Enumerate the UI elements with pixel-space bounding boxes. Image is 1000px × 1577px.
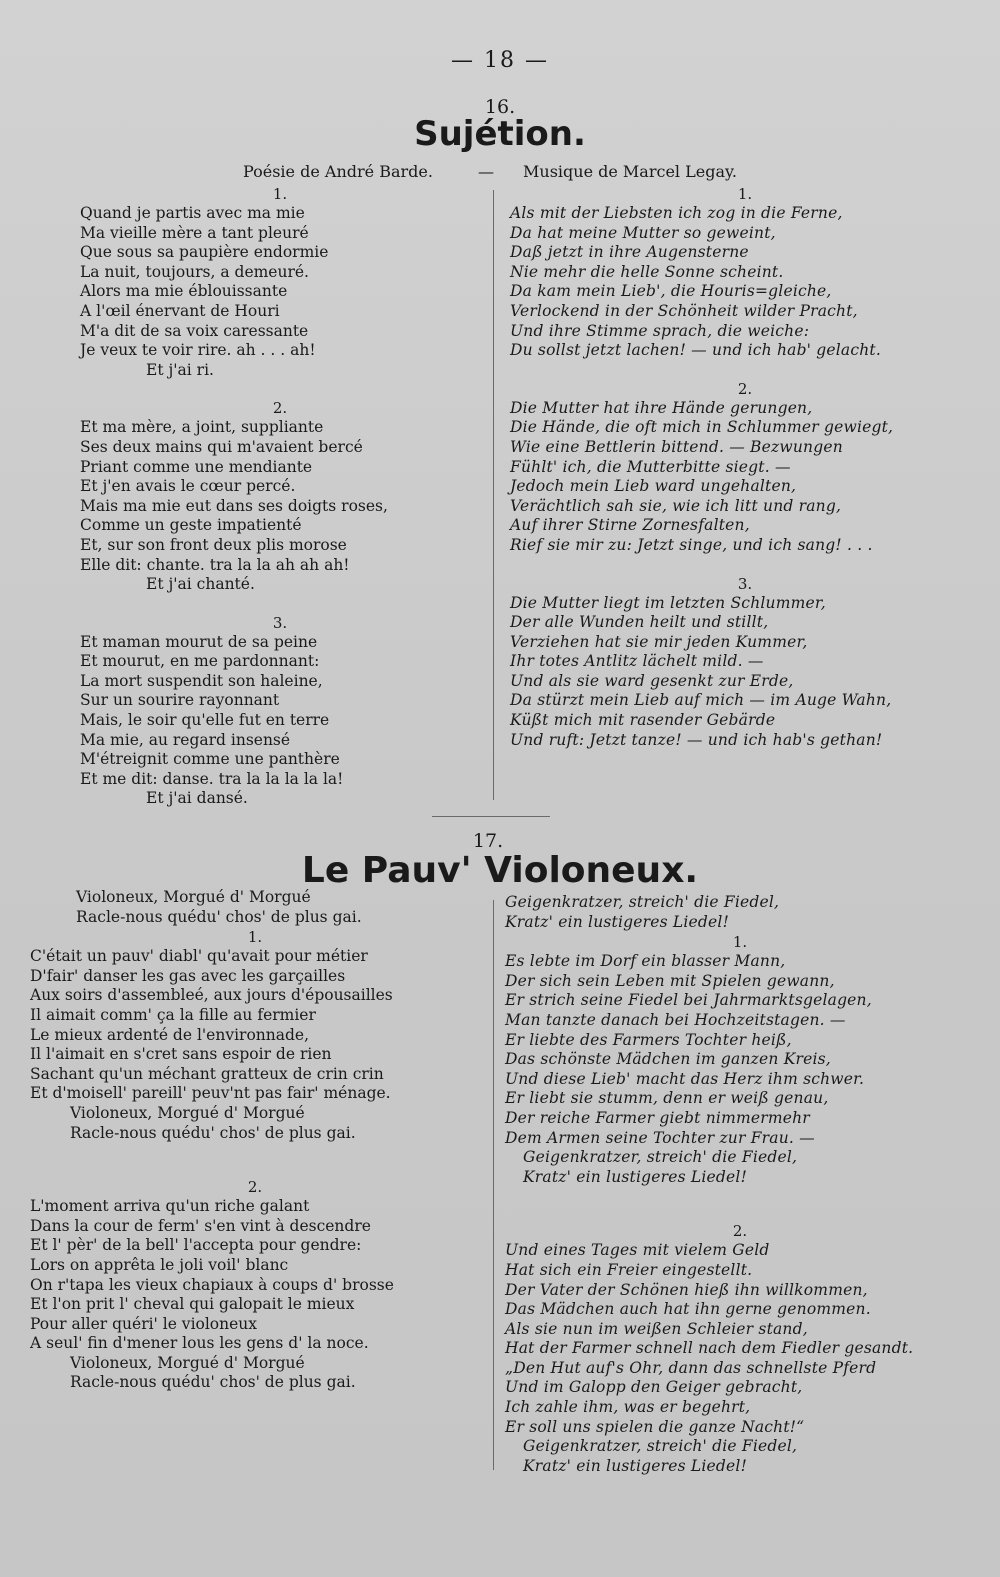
refrain-line: Racle-nous quédu' chos' de plus gai. <box>70 1123 356 1142</box>
verse-line: Und ruft: Jetzt tanze! — und ich hab's gethan! <box>510 730 883 749</box>
stanza <box>80 398 480 594</box>
stanza-number: 1. <box>247 928 263 947</box>
stanza-gap <box>510 361 980 379</box>
song-16-title: Sujétion. <box>414 114 586 154</box>
verse-line: Der sich sein Leben mit Spielen gewann, <box>505 971 835 990</box>
verse-line: Ses deux mains qui m'avaient bercé <box>80 437 363 456</box>
verse-line: Hat sich ein Freier eingestellt. <box>505 1260 753 1279</box>
verse-line: Der alle Wunden heilt und stillt, <box>510 613 769 632</box>
stanza-number: 2. <box>247 1178 263 1197</box>
stanza <box>30 1177 480 1393</box>
verse-line: Das Mädchen auch hat ihn gerne genommen. <box>505 1300 871 1319</box>
verse-line: Verächtlich sah sie, wie ich litt und rang, <box>510 496 842 515</box>
verse-line: Wie eine Bettlerin bittend. — Bezwungen <box>510 437 843 456</box>
verse-line: Aux soirs d'assembleé, aux jours d'épousailles <box>30 986 393 1005</box>
verse-line: Jedoch mein Lieb ward ungehalten, <box>510 477 797 496</box>
verse-line: Dans la cour de ferm' s'en vint à descendre <box>30 1216 371 1235</box>
verse-line: Der Vater der Schönen hieß ihn willkommen, <box>505 1280 868 1299</box>
stanza <box>510 574 980 751</box>
verse-line: Rief sie mir zu: Jetzt singe, und ich sang! . . . <box>510 535 873 554</box>
verse-line: Dem Armen seine Tochter zur Frau. — <box>505 1128 815 1147</box>
refrain-line: Geigenkratzer, streich' die Fiedel, <box>523 1148 798 1167</box>
verse-line: Mais ma mie eut dans ses doigts roses, <box>80 496 388 515</box>
stanza-gap <box>80 380 480 398</box>
verse-line: Als mit der Liebsten ich zog in die Ferne, <box>510 204 843 222</box>
stanza-number: 1. <box>737 185 753 203</box>
verse-line: On r'tapa les vieux chapiaux à coups d' brosse <box>30 1275 394 1294</box>
verse-line: Quand je partis avec ma mie <box>80 204 305 222</box>
verse-line: Du sollst jetzt lachen! — und ich hab' gelacht. <box>510 341 881 360</box>
verse-line: Er liebt sie stumm, denn er weiß genau, <box>505 1089 829 1108</box>
lyricist-credit: Poésie de André Barde. <box>243 162 433 181</box>
verse-line: Ma mie, au regard insensé <box>80 730 291 749</box>
song-17-german-column <box>505 893 975 1476</box>
verse-line: Elle dit: chante. tra la la ah ah ah! <box>80 555 350 574</box>
song-16-german-column <box>510 184 980 750</box>
verse-line: Und im Galopp den Geiger gebracht, <box>505 1378 803 1397</box>
verse-line: „Den Hut auf's Ohr, dann das schnellste Pferd <box>505 1358 877 1377</box>
stanza-gap <box>510 556 980 574</box>
refrain-line: Et j'ai dansé. <box>146 789 248 808</box>
verse-line: Alors ma mie éblouissante <box>80 282 288 301</box>
intro-line: Kratz' ein lustigeres Liedel! <box>505 912 729 931</box>
verse-line: Sur un sourire rayonnant <box>80 691 280 710</box>
verse-line: Küßt mich mit rasender Gebärde <box>510 711 776 730</box>
verse-line: Et me dit: danse. tra la la la la la! <box>80 769 344 788</box>
credit-separator: — <box>478 162 494 181</box>
verse-line: Der reiche Farmer giebt nimmermehr <box>505 1108 810 1127</box>
verse-line: Das schönste Mädchen im ganzen Kreis, <box>505 1050 831 1069</box>
verse-line: Fühlt' ich, die Mutterbitte siegt. — <box>510 457 791 476</box>
stanza-number: 1. <box>272 185 288 203</box>
verse-line: A l'œil énervant de Houri <box>80 301 280 320</box>
verse-line: Da hat meine Mutter so geweint, <box>510 223 776 242</box>
page-number: — 18 — <box>451 48 549 73</box>
verse-line: Je veux te voir rire. ah . . . ah! <box>80 341 316 360</box>
refrain-line: Et j'ai ri. <box>146 360 214 379</box>
verse-line: M'a dit de sa voix caressante <box>80 321 309 340</box>
verse-line: La mort suspendit son haleine, <box>80 671 323 690</box>
column-divider <box>493 190 494 800</box>
song-16-french-column <box>80 184 480 809</box>
verse-line: Und ihre Stimme sprach, die weiche: <box>510 321 810 340</box>
verse-line: Le mieux ardenté de l'environnade, <box>30 1025 310 1044</box>
stanza-number: 1. <box>732 933 748 952</box>
verse-line: Et l'on prit l' cheval qui galopait le mieux <box>30 1295 355 1314</box>
stanza <box>80 184 480 380</box>
verse-line: C'était un pauv' diabl' qu'avait pour métier <box>30 947 368 966</box>
verse-line: Daß jetzt in ihre Augensterne <box>510 243 749 262</box>
refrain-line: Kratz' ein lustigeres Liedel! <box>523 1456 747 1475</box>
refrain-line: Racle-nous quédu' chos' de plus gai. <box>70 1373 356 1392</box>
verse-line: Die Mutter hat ihre Hände gerungen, <box>510 398 813 417</box>
verse-line: Die Mutter liegt im letzten Schlummer, <box>510 593 826 612</box>
verse-line: Et mourut, en me pardonnant: <box>80 652 320 671</box>
refrain-line: Violoneux, Morgué d' Morgué <box>70 1103 305 1122</box>
verse-line: Et j'en avais le cœur percé. <box>80 477 296 496</box>
stanza <box>30 927 480 1143</box>
verse-line: Und als sie ward gesenkt zur Erde, <box>510 671 794 690</box>
verse-line: Ich zahle ihm, was er begehrt, <box>505 1398 751 1417</box>
verse-line: D'fair' danser les gas avec les garçailles <box>30 966 346 985</box>
verse-line: Nie mehr die helle Sonne scheint. <box>510 262 784 281</box>
verse-line: Et maman mourut de sa peine <box>80 632 318 651</box>
verse-line: La nuit, toujours, a demeuré. <box>80 262 309 281</box>
stanza <box>505 1221 975 1476</box>
song-16-number: 16. <box>484 96 516 118</box>
verse-line: Priant comme une mendiante <box>80 457 313 476</box>
verse-line: Que sous sa paupière endormie <box>80 243 329 262</box>
stanza-gap <box>505 1187 975 1221</box>
verse-line: Comme un geste impatienté <box>80 516 302 535</box>
verse-line: Und diese Lieb' macht das Herz ihm schwer. <box>505 1069 865 1088</box>
verse-line: Man tanzte danach bei Hochzeitstagen. — <box>505 1010 846 1029</box>
song-17-french-column <box>30 888 480 1393</box>
verse-line: Er soll uns spielen die ganze Nacht!“ <box>505 1417 805 1436</box>
song-17-title: Le Pauv' Violoneux. <box>301 850 699 891</box>
refrain-line: Kratz' ein lustigeres Liedel! <box>523 1167 747 1186</box>
verse-line: Die Hände, die oft mich in Schlummer gewiegt, <box>510 418 894 437</box>
stanza <box>505 932 975 1187</box>
stanza-number: 2. <box>732 1222 748 1241</box>
stanza-gap <box>80 595 480 613</box>
intro-line: Geigenkratzer, streich' die Fiedel, <box>505 893 780 911</box>
intro-line: Racle-nous quédu' chos' de plus gai. <box>76 907 362 926</box>
stanza <box>80 613 480 809</box>
verse-line: A seul' fin d'mener lous les gens d' la noce. <box>30 1334 369 1353</box>
refrain-line: Geigenkratzer, streich' die Fiedel, <box>523 1437 798 1456</box>
stanza-number: 2. <box>737 379 753 398</box>
song-17-number: 17. <box>472 830 504 852</box>
intro-line: Violoneux, Morgué d' Morgué <box>76 888 311 906</box>
stanza-number: 2. <box>272 399 288 418</box>
verse-line: Verlockend in der Schönheit wilder Pracht, <box>510 301 858 320</box>
composer-credit: Musique de Marcel Legay. <box>523 162 737 181</box>
verse-line: Auf ihrer Stirne Zornesfalten, <box>510 516 750 535</box>
verse-line: Et ma mère, a joint, suppliante <box>80 418 324 437</box>
verse-line: Lors on apprêta le joli voil' blanc <box>30 1255 289 1274</box>
verse-line: Verziehen hat sie mir jeden Kummer, <box>510 632 808 651</box>
stanza <box>510 184 980 361</box>
stanza <box>510 379 980 556</box>
verse-line: Mais, le soir qu'elle fut en terre <box>80 711 330 730</box>
column-divider-2 <box>493 900 494 1470</box>
stanza-gap <box>30 1143 480 1177</box>
stanza-number: 3. <box>737 574 753 593</box>
verse-line: Ihr totes Antlitz lächelt mild. — <box>510 652 764 671</box>
verse-line: Hat der Farmer schnell nach dem Fiedler gesandt. <box>505 1339 914 1358</box>
verse-line: Es lebte im Dorf ein blasser Mann, <box>505 952 786 971</box>
verse-line: Et, sur son front deux plis morose <box>80 535 347 554</box>
verse-line: Er strich seine Fiedel bei Jahrmarktsgelagen, <box>505 991 872 1010</box>
verse-line: Et d'moisell' pareill' peuv'nt pas fair' ménage. <box>30 1084 391 1103</box>
verse-line: Pour aller quéri' le violoneux <box>30 1314 258 1333</box>
refrain-line: Violoneux, Morgué d' Morgué <box>70 1353 305 1372</box>
section-divider <box>432 816 550 817</box>
verse-line: Il l'aimait en s'cret sans espoir de rien <box>30 1045 332 1064</box>
stanza-number: 3. <box>272 613 288 632</box>
verse-line: Er liebte des Farmers Tochter heiß, <box>505 1030 792 1049</box>
verse-line: Il aimait comm' ça la fille au fermier <box>30 1005 316 1024</box>
verse-line: Sachant qu'un méchant gratteux de crin crin <box>30 1064 384 1083</box>
verse-line: Da kam mein Lieb', die Houris=gleiche, <box>510 282 832 301</box>
verse-line: Und eines Tages mit vielem Geld <box>505 1241 770 1260</box>
refrain-line: Et j'ai chanté. <box>146 575 255 594</box>
verse-line: L'moment arriva qu'un riche galant <box>30 1197 310 1216</box>
verse-line: Da stürzt mein Lieb auf mich — im Auge Wahn, <box>510 691 892 710</box>
verse-line: Et l' pèr' de la bell' l'accepta pour gendre: <box>30 1236 362 1255</box>
verse-line: Als sie nun im weißen Schleier stand, <box>505 1319 808 1338</box>
verse-line: M'étreignit comme une panthère <box>80 750 340 769</box>
verse-line: Ma vieille mère a tant pleuré <box>80 223 309 242</box>
